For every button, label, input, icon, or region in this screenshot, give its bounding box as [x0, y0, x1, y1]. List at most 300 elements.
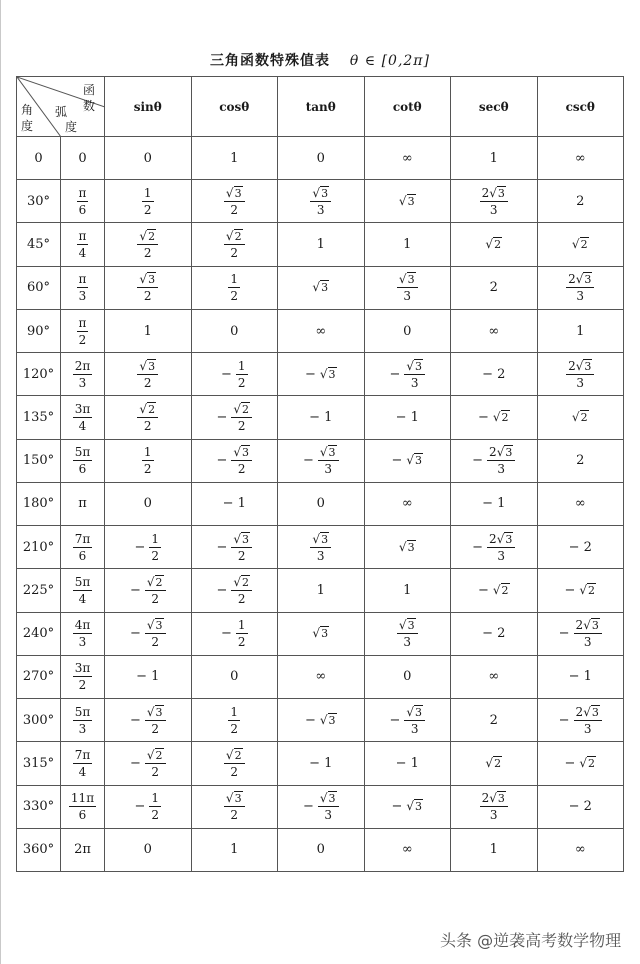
denominator — [574, 633, 602, 648]
expr-piece: 4 — [78, 591, 87, 606]
cell-csc — [537, 309, 624, 352]
cell-csc — [537, 353, 624, 396]
denominator — [73, 460, 93, 475]
numerator — [566, 360, 594, 374]
value-expr — [482, 367, 505, 382]
cell-cos — [191, 137, 278, 180]
denominator — [224, 806, 245, 821]
header-tan: tanθ — [278, 77, 365, 137]
expr-piece: 2π — [74, 358, 91, 373]
value-expr — [569, 669, 592, 684]
expr-piece: π — [78, 272, 87, 287]
expr-piece: 0 — [143, 150, 152, 166]
expr-piece: ∞ — [574, 842, 586, 858]
radical-sign: √ — [146, 747, 155, 762]
expr-piece — [576, 705, 600, 719]
value-expr — [23, 669, 54, 684]
value-expr — [23, 799, 54, 814]
value-expr — [312, 626, 329, 641]
value-expr — [137, 358, 158, 390]
radicand: 2 — [148, 403, 156, 417]
fraction — [404, 360, 425, 389]
expr-piece: 30° — [26, 193, 51, 209]
cell-sin — [105, 785, 192, 828]
cell-degree — [17, 526, 61, 569]
expr-piece: 2 — [497, 626, 506, 642]
expr-piece: 3 — [78, 289, 87, 304]
expr-piece: 2 — [230, 764, 239, 779]
cell-sin — [105, 396, 192, 439]
minus-sign: − — [558, 626, 570, 642]
cell-sec — [451, 569, 538, 612]
cell-tan — [278, 180, 365, 223]
value-expr — [129, 704, 166, 736]
value-expr — [576, 453, 584, 468]
value-expr — [485, 237, 502, 252]
expr-piece: 3 — [497, 462, 506, 477]
value-expr — [403, 237, 411, 252]
value-expr — [402, 842, 413, 857]
sqrt-expr — [579, 756, 596, 771]
numerator — [73, 619, 93, 633]
value-expr — [23, 842, 54, 857]
radical-sign: √ — [406, 453, 415, 468]
radical-sign: √ — [485, 237, 494, 252]
minus-sign: − — [216, 453, 228, 469]
radicand: 2 — [148, 230, 156, 244]
cell-degree — [17, 137, 61, 180]
minus-sign: − — [482, 626, 494, 642]
expr-piece: 1 — [410, 755, 419, 771]
cell-cot — [364, 180, 451, 223]
sqrt-expr — [497, 446, 514, 458]
value-expr — [224, 229, 245, 261]
sqrt-expr — [399, 619, 416, 631]
radical-sign: √ — [319, 366, 328, 381]
expr-piece: 3 — [78, 721, 87, 736]
radicand: 2 — [155, 748, 163, 762]
radicand: 3 — [591, 705, 599, 719]
fraction — [73, 749, 93, 778]
cell-csc — [537, 655, 624, 698]
expr-piece: ∞ — [401, 842, 413, 858]
radicand: 3 — [328, 713, 336, 727]
cell-sec — [451, 785, 538, 828]
header-cot: cotθ — [364, 77, 451, 137]
denominator — [397, 633, 418, 648]
minus-sign: − — [309, 410, 321, 426]
cell-tan — [278, 655, 365, 698]
expr-piece — [406, 799, 423, 814]
radicand: 2 — [580, 411, 588, 425]
minus-sign: − — [395, 755, 407, 771]
expr-piece — [147, 705, 164, 719]
header-sin: sinθ — [105, 77, 192, 137]
coefficient: 2 — [489, 531, 497, 546]
table-title — [0, 50, 640, 70]
cell-cot — [364, 353, 451, 396]
cell-cot — [364, 526, 451, 569]
fraction — [224, 792, 245, 821]
numerator — [145, 706, 166, 720]
numerator — [404, 360, 425, 374]
coefficient: 2 — [568, 272, 576, 287]
radicand: 3 — [584, 273, 592, 287]
expr-piece: ∞ — [488, 323, 500, 339]
value-expr — [129, 747, 166, 779]
cell-csc — [537, 266, 624, 309]
expr-piece — [139, 402, 156, 416]
sqrt-expr — [312, 187, 329, 199]
value-expr — [315, 669, 326, 684]
denominator — [487, 547, 515, 562]
expr-piece: 2 — [497, 366, 506, 382]
numerator — [318, 446, 339, 460]
value-expr — [134, 791, 161, 823]
expr-piece: 1 — [143, 185, 152, 200]
cell-tan — [278, 569, 365, 612]
sqrt-expr — [233, 403, 250, 415]
value-expr — [302, 445, 339, 477]
radical-sign: √ — [398, 272, 407, 287]
fraction — [574, 619, 602, 648]
coefficient: 2 — [575, 704, 584, 719]
fraction — [566, 273, 594, 302]
radical-sign: √ — [583, 618, 591, 633]
expr-piece: 4 — [78, 246, 87, 261]
radical-sign: √ — [225, 791, 234, 806]
expr-piece: 3 — [576, 289, 585, 304]
expr-piece: 2 — [143, 375, 152, 390]
numerator — [142, 446, 154, 460]
numerator — [566, 273, 594, 287]
expr-piece: ∞ — [574, 150, 586, 166]
sqrt-expr — [320, 446, 337, 458]
value-expr — [224, 791, 245, 823]
expr-piece: 2 — [583, 539, 592, 555]
cell-degree — [17, 742, 61, 785]
cell-sec — [451, 699, 538, 742]
radical-sign: √ — [319, 712, 328, 727]
expr-piece: 5π — [74, 445, 91, 460]
radicand: 3 — [328, 792, 336, 806]
cell-radian — [61, 526, 105, 569]
fraction — [142, 187, 154, 216]
numerator — [228, 273, 240, 287]
value-expr — [488, 669, 499, 684]
expr-piece — [399, 540, 416, 555]
expr-piece: 1 — [489, 150, 498, 166]
minus-sign: − — [482, 496, 494, 512]
fraction — [231, 403, 252, 432]
table-row — [17, 482, 624, 525]
expr-piece: 3 — [497, 548, 506, 563]
cell-sec — [451, 353, 538, 396]
watermark: 头条 @逆袭高考数学物理 — [440, 931, 622, 950]
numerator — [231, 403, 252, 417]
expr-piece — [485, 237, 502, 252]
value-expr — [27, 324, 50, 339]
cell-tan — [278, 439, 365, 482]
denominator — [480, 201, 508, 216]
cell-cos — [191, 266, 278, 309]
expr-piece: 60° — [26, 280, 51, 296]
numerator — [397, 273, 418, 287]
denominator — [228, 720, 240, 735]
expr-piece: 2 — [230, 721, 239, 736]
value-expr — [315, 324, 326, 339]
table-row — [17, 396, 624, 439]
numerator — [137, 403, 158, 417]
minus-sign: − — [134, 799, 146, 815]
header-sec: secθ — [451, 77, 538, 137]
fraction — [487, 446, 515, 475]
denominator — [137, 374, 158, 389]
cell-cos — [191, 439, 278, 482]
expr-piece: 3 — [324, 808, 333, 823]
cell-csc — [537, 526, 624, 569]
radicand: 3 — [584, 359, 592, 373]
expr-piece: 2 — [489, 280, 498, 296]
value-expr — [482, 496, 505, 511]
fraction — [77, 317, 89, 346]
radicand: 3 — [321, 186, 329, 200]
radicand: 3 — [321, 627, 329, 641]
value-expr — [575, 842, 586, 857]
denominator — [224, 244, 245, 259]
value-expr — [228, 704, 240, 736]
radicand: 3 — [591, 619, 599, 633]
radical-sign: √ — [575, 358, 584, 373]
cell-tan — [278, 699, 365, 742]
denominator — [224, 201, 245, 216]
expr-piece: 3 — [489, 808, 498, 823]
value-expr — [142, 445, 154, 477]
value-expr — [144, 151, 152, 166]
expr-piece: 6 — [78, 462, 87, 477]
minus-sign: − — [302, 799, 314, 815]
fraction — [73, 706, 93, 735]
expr-piece: ∞ — [488, 669, 500, 685]
denominator — [397, 287, 418, 302]
cell-cot — [364, 482, 451, 525]
sqrt-expr — [485, 756, 502, 771]
fraction — [236, 360, 248, 389]
fraction — [224, 230, 245, 259]
expr-piece — [568, 359, 592, 373]
minus-sign: − — [222, 496, 234, 512]
sqrt-expr — [406, 453, 423, 468]
value-expr — [576, 194, 584, 209]
value-expr — [397, 272, 418, 304]
numerator — [310, 533, 331, 547]
cell-degree — [17, 655, 61, 698]
expr-piece: 90° — [26, 323, 51, 339]
denominator — [574, 720, 602, 735]
expr-piece: 2 — [143, 202, 152, 217]
radical-sign: √ — [406, 704, 415, 719]
cell-cot — [364, 439, 451, 482]
cell-cos — [191, 482, 278, 525]
sqrt-expr — [320, 367, 337, 382]
sqrt-expr — [399, 273, 416, 285]
numerator — [574, 619, 602, 633]
sqrt-expr — [320, 713, 337, 728]
value-expr — [77, 272, 89, 304]
expr-piece — [147, 618, 164, 632]
expr-piece: 7π — [74, 747, 91, 762]
expr-piece — [226, 229, 243, 243]
radicand: 3 — [407, 273, 415, 287]
expr-piece: 3 — [403, 635, 412, 650]
minus-sign: − — [220, 626, 232, 642]
table-row — [17, 569, 624, 612]
cell-sin — [105, 309, 192, 352]
value-expr — [23, 453, 54, 468]
denominator — [231, 460, 252, 475]
minus-sign: − — [477, 410, 489, 426]
value-expr — [230, 669, 238, 684]
cell-radian — [61, 569, 105, 612]
value-expr — [27, 280, 50, 295]
expr-piece: 0 — [316, 150, 325, 166]
numerator — [487, 446, 515, 460]
expr-piece: 2 — [583, 799, 592, 815]
denominator — [149, 806, 161, 821]
expr-piece: 0 — [143, 496, 152, 512]
numerator — [73, 662, 93, 676]
radicand: 3 — [407, 194, 415, 208]
numerator — [480, 792, 508, 806]
value-expr — [129, 618, 166, 650]
expr-piece: 2 — [230, 808, 239, 823]
numerator — [73, 446, 93, 460]
expr-piece — [399, 618, 416, 632]
value-expr — [220, 618, 248, 650]
expr-piece: 0 — [403, 669, 412, 685]
radical-sign: √ — [489, 791, 497, 806]
expr-piece — [312, 280, 329, 295]
expr-piece — [320, 445, 337, 459]
minus-sign: − — [129, 755, 141, 771]
denominator — [142, 201, 154, 216]
value-expr — [317, 496, 325, 511]
value-expr — [396, 756, 419, 771]
expr-piece: 1 — [151, 669, 160, 685]
denominator — [318, 806, 339, 821]
denominator — [69, 806, 96, 821]
expr-piece — [482, 186, 506, 200]
expr-piece — [489, 445, 513, 459]
denominator — [137, 244, 158, 259]
cell-cos — [191, 828, 278, 871]
cell-cot — [364, 699, 451, 742]
fraction — [77, 230, 89, 259]
value-expr — [569, 799, 592, 814]
denominator — [73, 417, 93, 432]
sqrt-expr — [226, 792, 243, 804]
expr-piece: 11π — [70, 791, 95, 806]
cell-radian — [61, 439, 105, 482]
expr-piece: 3 — [410, 721, 419, 736]
value-expr — [23, 496, 54, 511]
denominator — [310, 547, 331, 562]
minus-sign: − — [472, 453, 484, 469]
expr-piece — [320, 367, 337, 382]
coefficient: 2 — [481, 791, 490, 806]
cell-cot — [364, 785, 451, 828]
radical-sign: √ — [485, 755, 494, 770]
fraction — [145, 706, 166, 735]
minus-sign: − — [482, 366, 494, 382]
cell-sin — [105, 526, 192, 569]
expr-piece — [406, 705, 423, 719]
expr-piece: 2 — [143, 419, 152, 434]
cell-tan — [278, 309, 365, 352]
corner-label-radian-2: 度 — [65, 120, 78, 134]
cell-degree — [17, 396, 61, 439]
title-text: 三角函数特殊值表 — [210, 53, 331, 69]
sqrt-expr — [576, 273, 593, 285]
value-expr — [389, 358, 425, 390]
radical-sign: √ — [398, 193, 407, 208]
value-expr — [230, 324, 238, 339]
value-expr — [305, 367, 337, 382]
fraction — [145, 749, 166, 778]
expr-piece — [147, 575, 164, 589]
value-expr — [144, 842, 152, 857]
cell-radian — [61, 699, 105, 742]
value-expr — [216, 574, 252, 606]
corner-label-function-1: 函 — [83, 83, 96, 97]
value-expr — [399, 194, 416, 209]
expr-piece: 2 — [230, 246, 239, 261]
cell-sin — [105, 180, 192, 223]
expr-piece: 0 — [316, 496, 325, 512]
numerator — [236, 360, 248, 374]
numerator — [310, 187, 331, 201]
radicand: 3 — [407, 619, 415, 633]
expr-piece: 120° — [22, 366, 55, 382]
radical-sign: √ — [146, 618, 155, 633]
radical-sign: √ — [406, 358, 415, 373]
fraction — [318, 446, 339, 475]
expr-piece: 2 — [230, 202, 239, 217]
fraction — [73, 446, 93, 475]
expr-piece: 330° — [22, 799, 55, 815]
fraction — [137, 403, 158, 432]
radical-sign: √ — [312, 280, 321, 295]
expr-piece — [576, 618, 600, 632]
fraction — [73, 533, 93, 562]
minus-sign: − — [389, 712, 401, 728]
numerator — [73, 576, 93, 590]
radical-sign: √ — [139, 272, 148, 287]
corner-header — [17, 77, 105, 137]
fraction — [224, 187, 245, 216]
cell-cot — [364, 223, 451, 266]
cell-csc — [537, 439, 624, 482]
cell-sec — [451, 526, 538, 569]
expr-piece: 225° — [22, 582, 55, 598]
numerator — [73, 403, 93, 417]
expr-piece — [320, 713, 337, 728]
radical-sign: √ — [319, 445, 328, 460]
cell-tan — [278, 612, 365, 655]
minus-sign: − — [216, 539, 228, 555]
cell-radian — [61, 180, 105, 223]
cell-sec — [451, 439, 538, 482]
